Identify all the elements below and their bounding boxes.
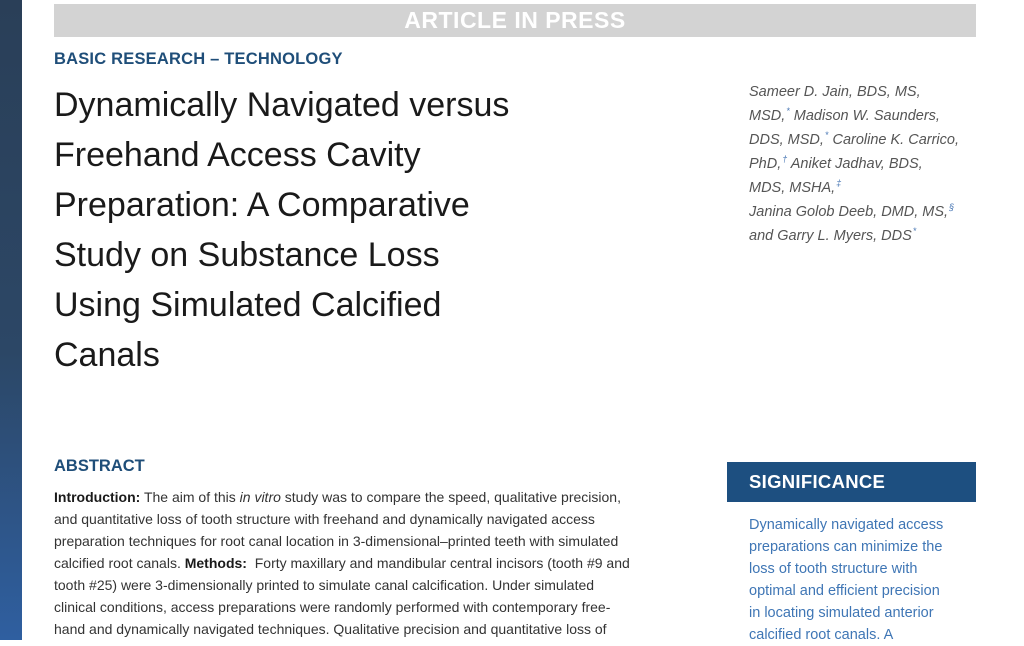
significance-heading: SIGNIFICANCE bbox=[749, 471, 886, 492]
author-line: MSD,* Madison W. Saunders, bbox=[749, 106, 940, 124]
abstract-line: preparation techniques for root canal location in 3-dimensional–printed teeth with simulated bbox=[54, 533, 619, 549]
author-line: and Garry L. Myers, DDS* bbox=[749, 226, 917, 244]
author-line: MDS, MSHA,‡ bbox=[749, 178, 842, 196]
significance-header bbox=[727, 462, 976, 502]
significance-body bbox=[749, 514, 989, 646]
significance-line: calcified root canals. A bbox=[749, 627, 894, 643]
in-vitro-term: in vitro bbox=[239, 489, 281, 505]
title-line: Preparation: A Comparative bbox=[54, 186, 470, 224]
significance-line: in locating simulated anterior bbox=[749, 605, 934, 621]
significance-line: optimal and efficient precision bbox=[749, 583, 940, 599]
affiliation-marker: * bbox=[912, 226, 917, 236]
methods-label: Methods: bbox=[184, 555, 247, 571]
abstract-line: Introduction: The aim of this in vitro study was to compare the speed, qualitative precision, bbox=[54, 489, 621, 505]
significance-line: loss of tooth structure with bbox=[749, 561, 918, 577]
article-title bbox=[54, 80, 654, 380]
author-line: PhD,† Aniket Jadhav, BDS, bbox=[749, 154, 923, 172]
affiliation-marker: ‡ bbox=[836, 178, 842, 188]
introduction-label: Introduction: bbox=[54, 489, 141, 505]
abstract-line: clinical conditions, access preparations were randomly performed with contemporary free- bbox=[54, 599, 611, 615]
title-line: Using Simulated Calcified bbox=[54, 286, 442, 324]
author-list bbox=[749, 80, 999, 248]
significance-line: Dynamically navigated access bbox=[749, 517, 944, 533]
abstract-line: calcified root canals. Methods: Forty maxillary and mandibular central incisors (tooth #9 and bbox=[54, 555, 630, 571]
abstract-line: and quantitative loss of tooth structure with freehand and dynamically navigated access bbox=[54, 511, 595, 527]
title-line: Freehand Access Cavity bbox=[54, 136, 421, 174]
journal-side-strip bbox=[0, 0, 22, 640]
abstract-heading: ABSTRACT bbox=[54, 457, 145, 475]
affiliation-marker: § bbox=[949, 202, 955, 212]
abstract-body bbox=[54, 486, 714, 640]
title-line: Canals bbox=[54, 336, 160, 374]
author-line: DDS, MSD,* Caroline K. Carrico, bbox=[749, 130, 959, 148]
author-line: Sameer D. Jain, BDS, MS, bbox=[749, 84, 921, 100]
affiliation-marker: * bbox=[824, 130, 829, 140]
section-label: BASIC RESEARCH – TECHNOLOGY bbox=[54, 50, 343, 68]
affiliation-marker: † bbox=[782, 154, 788, 164]
significance-line: preparations can minimize the bbox=[749, 539, 943, 555]
affiliation-marker: * bbox=[786, 106, 790, 116]
abstract-line: hand and dynamically navigated techniques. Qualitative precision and quantitative loss of bbox=[54, 621, 607, 637]
title-line: Study on Substance Loss bbox=[54, 236, 440, 274]
banner-text: ARTICLE IN PRESS bbox=[404, 7, 626, 33]
title-line: Dynamically Navigated versus bbox=[54, 86, 510, 124]
abstract-line: tooth #25) were 3-dimensionally printed to simulate canal calcification. Under simulated bbox=[54, 577, 595, 593]
article-in-press-banner bbox=[54, 4, 976, 37]
author-line: Janina Golob Deeb, DMD, MS,§ bbox=[749, 202, 955, 220]
